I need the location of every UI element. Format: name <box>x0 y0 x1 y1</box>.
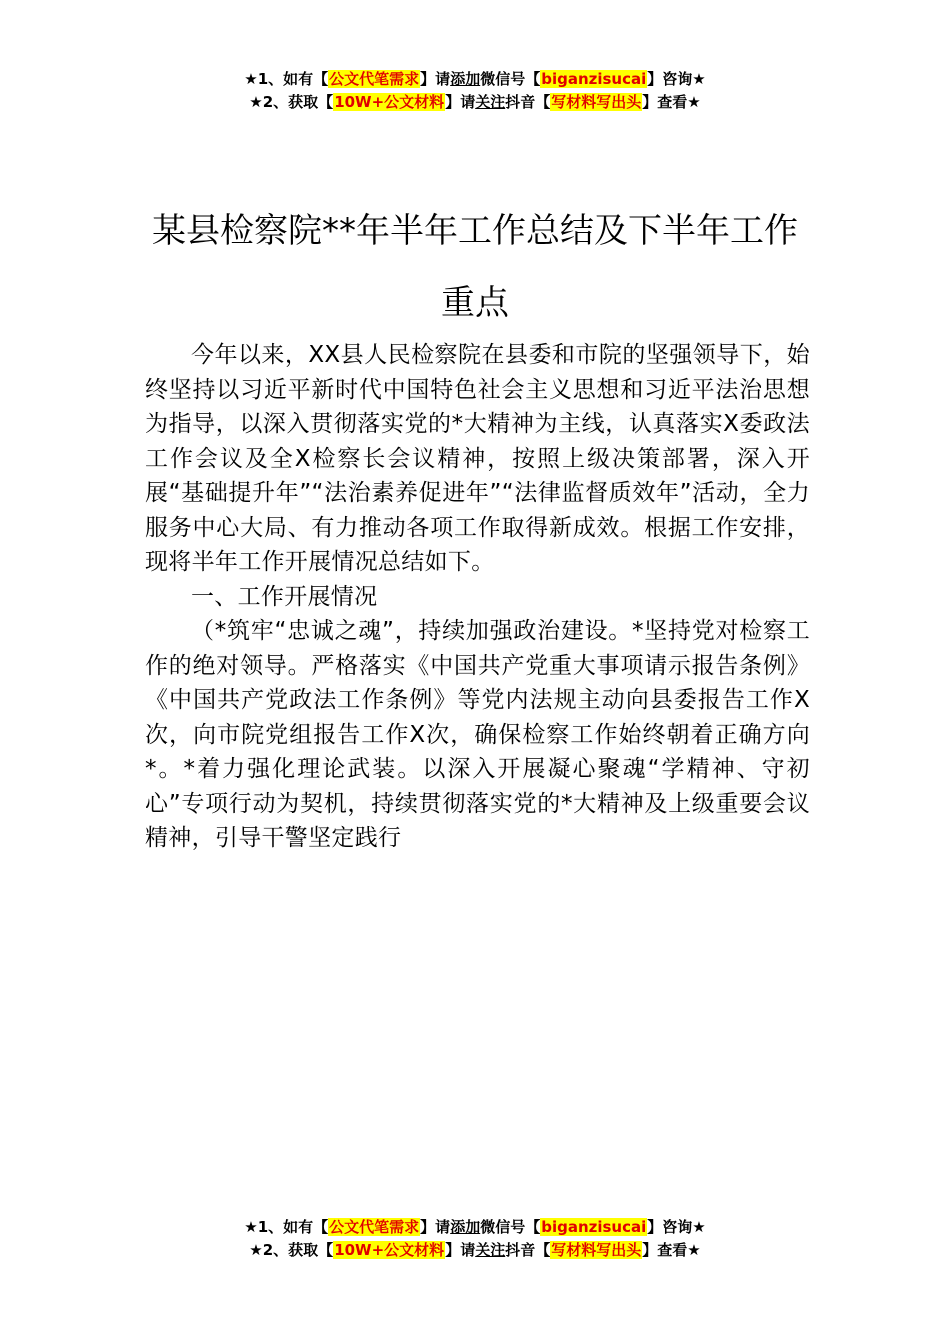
highlight-materials: 10W+公文材料 <box>334 93 445 111</box>
header-banner <box>0 68 950 114</box>
highlight-service: 公文代笔需求 <box>329 1218 420 1236</box>
banner-line-2: ★2、获取【10W+公文材料】请关注抖音【写材料写出头】查看★ <box>249 1241 701 1259</box>
highlight-douyin-account: 写材料写出头 <box>551 1241 642 1259</box>
footer-banner <box>0 1216 950 1262</box>
section-heading: 一、工作开展情况 <box>191 583 378 610</box>
highlight-wechat-id: biganzisucai <box>541 70 647 88</box>
highlight-service: 公文代笔需求 <box>329 70 420 88</box>
highlight-wechat-id: biganzisucai <box>541 1218 647 1236</box>
intro-paragraph: 今年以来，XX县人民检察院在县委和市院的坚强领导下，始终坚持以习近平新时代中国特色社会主义思想和习近平法治思想为指导，以深入贯彻落实党的*大精神为主线，认真落实X委政法工作会议及全X检察长会议精神，按照上级决策部署，深入开展“基础提升年”“法治素养促进年”“法律监督质效年”活动，全力服务中心大局、有力推动各项工作取得新成效。根据工作安排，现将半年工作开展情况总结如下。 <box>145 342 810 575</box>
banner-line-1: ★1、如有【公文代笔需求】请添加微信号【biganzisucai】咨询★ <box>244 1218 706 1236</box>
body-paragraph: （*筑牢“忠诚之魂”，持续加强政治建设。*坚持党对检察工作的绝对领导。严格落实《中国共产党重大事项请示报告条例》《中国共产党政法工作条例》等党内法规主动向县委报告工作X次，向市院党组报告工作X次，确保检察工作始终朝着正确方向*。*着力强化理论武装。以深入开展凝心聚魂“学精神、守初心”专项行动为契机，持续贯彻落实党的*大精神及上级重要会议精神，引导干警坚定践行 <box>145 618 810 851</box>
banner-line-1: ★1、如有【公文代笔需求】请添加微信号【biganzisucai】咨询★ <box>244 70 706 88</box>
banner-line-2: ★2、获取【10W+公文材料】请关注抖音【写材料写出头】查看★ <box>249 93 701 111</box>
highlight-materials: 10W+公文材料 <box>334 1241 445 1259</box>
document-title: 某县检察院**年半年工作总结及下半年工作重点 <box>152 210 798 323</box>
document-body <box>145 338 810 856</box>
highlight-douyin-account: 写材料写出头 <box>551 93 642 111</box>
